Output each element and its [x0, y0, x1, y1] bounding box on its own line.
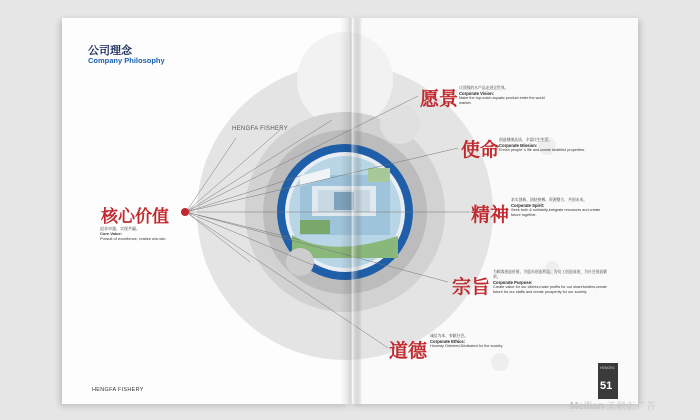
footer-brand: HENGFA FISHERY — [92, 387, 144, 393]
ethics-line-en: Honesty Oriented,Dedicated for the society. — [430, 344, 504, 348]
ethics-title: 道德 — [389, 341, 428, 362]
page-number: 51 — [600, 380, 613, 392]
vision-text — [459, 86, 549, 106]
purpose-label-en: Corporate Purpose: — [493, 280, 533, 285]
spine-fold — [340, 18, 362, 404]
deco-circle — [286, 248, 314, 276]
watermark-cn: 美联汇广告 — [606, 401, 657, 411]
core-value-line-en: Pursuit of excellence, realize win-win. — [100, 236, 167, 241]
purpose-title: 宗旨 — [452, 277, 491, 298]
spirit-title: 精神 — [471, 205, 510, 226]
ethics-text — [430, 334, 520, 349]
core-value-label-en: Core Value: — [100, 231, 123, 236]
deco-circle — [491, 353, 509, 371]
mission-title: 使命 — [461, 140, 500, 161]
spirit-line-en: Seek truth & solidarity,integrate resources and create future together. — [511, 208, 601, 217]
mission-line-en: Enrich people' s life and create healthful properties. — [499, 148, 586, 152]
spirit-label-en: Corporate Spirit: — [511, 203, 545, 208]
ethics-label-en: Corporate Ethics: — [430, 339, 466, 344]
vision-line-en: Make the top-notch aquatic product enter the world market. — [459, 96, 545, 105]
page-subtitle: Company Philosophy — [88, 56, 165, 65]
ethics-line-cn: 诚信为本、奉献社会。 — [430, 334, 468, 338]
core-value-title: 核心价值 — [101, 207, 169, 226]
brand-label: HENGFA FISHERY — [232, 126, 289, 132]
vision-line-cn: 让顶级的水产品走进全世界。 — [459, 86, 509, 90]
mission-line-cn: 创造健康品质、丰富民生生活。 — [499, 138, 553, 142]
watermark-latin: Meilian — [570, 401, 604, 412]
deco-circle — [380, 104, 420, 144]
vision-label-en: Corporate Vision: — [459, 91, 495, 96]
watermark — [570, 399, 657, 412]
vision-title: 愿景 — [420, 89, 459, 110]
page-number-label: HENGFA — [600, 366, 615, 370]
purpose-text — [493, 270, 611, 295]
spirit-text — [511, 198, 601, 218]
spirit-line-cn: 求实创新、团结拼搏、资源整合、共创未来。 — [511, 198, 587, 202]
core-value-text — [100, 226, 166, 241]
core-value-line-cn: 追求卓越、实现共赢。 — [100, 226, 140, 231]
page-title: 公司理念 — [88, 45, 132, 57]
core-dot — [181, 208, 189, 216]
mission-text — [499, 138, 589, 153]
purpose-line-en: Create value for our clients,make profits for our shareholders,create future for our staffs and create prosperity for our society. — [493, 285, 607, 294]
mission-label-en: Corporate Mission: — [499, 143, 538, 148]
purpose-line-cn: 为顾客创造价值，为股东创造利益；为员工创造前途，为社会创造繁荣。 — [493, 270, 607, 279]
